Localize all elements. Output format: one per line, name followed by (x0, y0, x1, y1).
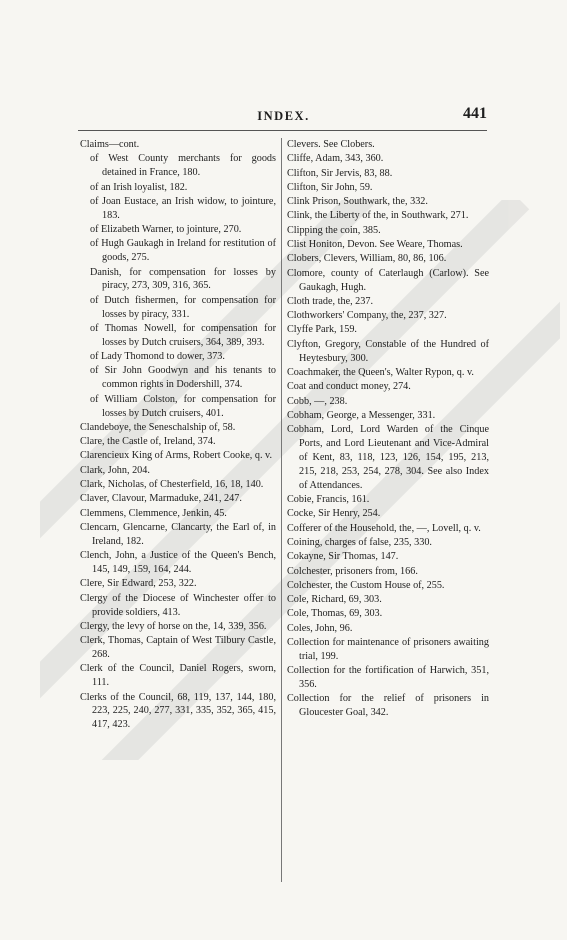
page-number: 441 (463, 105, 487, 122)
index-entry: Collection for maintenance of prisoners awaiting trial, 199. (287, 637, 489, 662)
index-entry: Clarencieux King of Arms, Robert Cooke, q. v. (80, 450, 273, 462)
index-entry: Cofferer of the Household, the, —, Lovell, q. v. (287, 522, 481, 534)
index-column-right (287, 138, 489, 721)
index-subentry: Danish, for compensation for losses by piracy, 273, 309, 316, 365. (90, 266, 276, 292)
index-entry: Clere, Sir Edward, 253, 322. (80, 578, 197, 590)
page-title: INDEX. (257, 109, 310, 123)
index-entry: Collection for the fortification of Harwich, 351, 356. (287, 665, 489, 691)
column-divider (281, 138, 282, 882)
index-entry: Clark, Nicholas, of Chesterfield, 16, 18, 140. (80, 479, 264, 490)
index-entry: Clink, the Liberty of the, in Southwark, 271. (287, 210, 469, 222)
index-entry: Clark, John, 204. (80, 464, 150, 476)
index-entry: Cole, Thomas, 69, 303. (287, 608, 383, 620)
index-entry: Clergy, the levy of horse on the, 14, 339, 356. (80, 620, 267, 632)
index-entry: Coachmaker, the Queen's, Walter Rypon, q. v. (287, 366, 474, 378)
index-entry: Clevers. See Clobers. (287, 139, 375, 150)
index-entry: Clerk, Thomas, Captain of West Tilbury Castle, 268. (80, 635, 276, 660)
index-subentry: of West County merchants for goods detained in France, 180. (90, 153, 276, 179)
index-entry: Clare, the Castle of, Ireland, 374. (80, 436, 216, 448)
index-entry: Claver, Clavour, Marmaduke, 241, 247. (80, 493, 242, 505)
index-entry: Clipping the coin, 385. (287, 224, 381, 236)
index-entry: Clerks of the Council, 68, 119, 137, 144, 180, 223, 225, 240, 277, 331, 335, 352, 365, 415, 417, 423. (80, 691, 276, 731)
index-entry: Coining, charges of false, 235, 330. (287, 536, 432, 548)
index-subentry: of Sir John Goodwyn and his tenants to common rights in Dodershill, 374. (90, 365, 276, 391)
index-subentry: of William Colston, for compensation for losses by Dutch cruisers, 401. (90, 393, 276, 419)
index-entry: Cobham, Lord, Lord Warden of the Cinque Ports, and Lord Lieutenant and Vice-Admiral of Kent, 83, 118, 123, 126, 154, 195, 213, 215, 218, 253, 254, 278, 304. See also Index of Attendances. (287, 424, 489, 491)
index-entry: Collection for the relief of prisoners in Gloucester Goal, 342. (287, 693, 489, 719)
index-entry: Clerk of the Council, Daniel Rogers, sworn, 111. (80, 663, 276, 689)
index-subentry: of Elizabeth Warner, to jointure, 270. (90, 224, 242, 235)
index-entry: Clench, John, a Justice of the Queen's Bench, 145, 149, 159, 164, 244. (80, 550, 276, 575)
index-subentry: of Dutch fishermen, for compensation for losses by piracy, 331. (90, 294, 276, 320)
index-entry: Clyfton, Gregory, Constable of the Hundred of Heytesbury, 300. (287, 338, 489, 364)
index-entry: Cole, Richard, 69, 303. (287, 594, 382, 606)
index-entry: Colchester, prisoners from, 166. (287, 565, 418, 577)
index-entry: Clencarn, Glencarne, Clancarty, the Earl of, in Ireland, 182. (80, 521, 276, 547)
index-subentry: of an Irish loyalist, 182. (90, 181, 188, 193)
index-entry: Cocke, Sir Henry, 254. (287, 508, 381, 520)
index-subentry: of Lady Thomond to dower, 373. (90, 351, 225, 363)
index-subentry: of Thomas Nowell, for compensation for losses by Dutch cruisers, 364, 389, 393. (90, 322, 276, 348)
index-entry: Clergy of the Diocese of Winchester offer to provide soldiers, 413. (80, 592, 276, 618)
index-subentry: of Hugh Gaukagh in Ireland for restitution of goods, 275. (90, 238, 276, 264)
index-entry: Cobham, George, a Messenger, 331. (287, 409, 436, 421)
index-entry: Clink Prison, Southwark, the, 332. (287, 196, 428, 208)
index-entry: Cloth trade, the, 237. (287, 295, 374, 307)
index-column-left (80, 138, 276, 733)
index-entry: Clist Honiton, Devon. See Weare, Thomas. (287, 239, 463, 251)
index-entry: Coles, John, 96. (287, 622, 353, 634)
index-entry: Clifton, Sir John, 59. (287, 181, 373, 193)
index-entry: Claims—cont. (80, 139, 140, 150)
index-entry: Clyffe Park, 159. (287, 324, 357, 336)
index-entry: Colchester, the Custom House of, 255. (287, 579, 445, 591)
index-entry: Clifton, Sir Jervis, 83, 88. (287, 167, 393, 179)
header-rule (78, 130, 487, 131)
index-entry: Clemmens, Clemmence, Jenkin, 45. (80, 507, 227, 519)
index-entry: Clobers, Clevers, William, 80, 86, 106. (287, 253, 447, 265)
index-entry: Clandeboye, the Seneschalship of, 58. (80, 421, 236, 433)
index-subentry: of Joan Eustace, an Irish widow, to jointure, 183. (90, 195, 276, 221)
index-entry: Clomore, county of Caterlaugh (Carlow). See Gaukagh, Hugh. (287, 267, 489, 293)
index-entry: Cliffe, Adam, 343, 360. (287, 153, 384, 165)
index-entry: Cobb, —, 238. (287, 395, 348, 407)
index-entry: Coat and conduct money, 274. (287, 381, 411, 393)
index-entry: Cokayne, Sir Thomas, 147. (287, 551, 399, 563)
index-entry: Clothworkers' Company, the, 237, 327. (287, 310, 447, 322)
index-entry: Cobie, Francis, 161. (287, 494, 370, 506)
